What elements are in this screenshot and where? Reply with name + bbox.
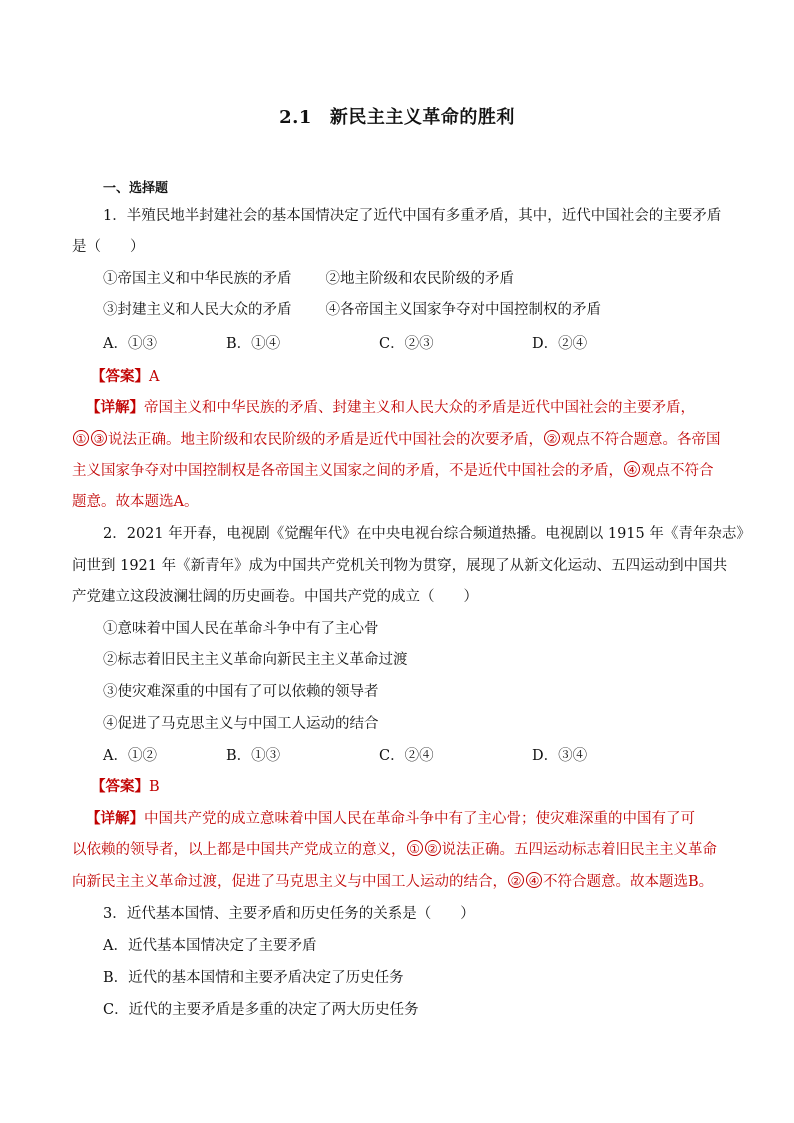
q3-stem: 3．近代基本国情、主要矛盾和历史任务的关系是（ ） bbox=[103, 906, 475, 922]
section-number: 2.1 bbox=[279, 107, 312, 128]
q2-answer-value: B bbox=[149, 779, 160, 795]
q1-detail-line-4: 题意。故本题选A。 bbox=[72, 494, 199, 510]
title-text: 新民主主义革命的胜利 bbox=[329, 107, 515, 128]
q2-detail-line-2 bbox=[72, 840, 727, 860]
q2-statement-4: ④促进了马克思主义与中国工人运动的结合 bbox=[103, 716, 379, 732]
q1-detail-line-2 bbox=[72, 430, 727, 450]
q2-stem-line-2: 问世到 1921 年《新青年》成为中国共产党机关刊物为贯穿，展现了从新文化运动、五四运动到中国共 bbox=[72, 558, 728, 574]
q1-statement-1: ①帝国主义和中华民族的矛盾 bbox=[103, 271, 292, 287]
q2-detail-line-3 bbox=[72, 872, 727, 892]
q2-detail-text-1: 中国共产党的成立意味着中国人民在革命斗争中有了主心骨；使灾难深重的中国有了可 bbox=[144, 811, 695, 827]
q1-answer-label: 【答案】 bbox=[91, 368, 149, 385]
q3-option-a[interactable]: A．近代基本国情决定了主要矛盾 bbox=[103, 938, 317, 954]
q2-detail-circle-2b: ② bbox=[508, 872, 524, 888]
q2-detail-circle-4: ④ bbox=[526, 872, 542, 888]
q2-detail-text-2b: 说法正确。五四运动标志着旧民主主义革命 bbox=[441, 842, 717, 858]
q1-statement-3: ③封建主义和人民大众的矛盾 bbox=[103, 302, 292, 318]
q1-option-c[interactable]: C．②③ bbox=[379, 336, 434, 352]
q1-detail-line-1 bbox=[86, 398, 741, 418]
q1-detail-circle-2: ② bbox=[544, 430, 560, 446]
q1-detail-line-3 bbox=[72, 461, 727, 481]
q2-detail-text-2a: 以依赖的领导者，以上都是中国共产党成立的意义， bbox=[72, 842, 406, 858]
q2-answer bbox=[91, 777, 746, 797]
q2-answer-label: 【答案】 bbox=[91, 778, 149, 795]
q1-answer-value: A bbox=[149, 369, 160, 385]
q1-stem-line-1: 1．半殖民地半封建社会的基本国情决定了近代中国有多重矛盾，其中，近代中国社会的主要矛盾 bbox=[103, 208, 722, 224]
q1-detail-text-2b: 观点不符合题意。各帝国 bbox=[561, 432, 721, 448]
section-heading: 一、选择题 bbox=[103, 181, 169, 196]
q1-detail-circle-1: ① bbox=[73, 430, 89, 446]
q1-stem-line-2: 是（ ） bbox=[72, 239, 145, 255]
q1-statements-row-1 bbox=[103, 269, 758, 289]
q2-detail-text-3b: 不符合题意。故本题选B。 bbox=[543, 874, 714, 890]
q1-detail-text-3a: 主义国家争夺对中国控制权是各帝国主义国家之间的矛盾，不是近代中国社会的矛盾， bbox=[72, 463, 623, 479]
q1-answer bbox=[91, 367, 746, 387]
q2-option-c[interactable]: C．②④ bbox=[379, 748, 434, 764]
page-title bbox=[0, 103, 794, 129]
q2-option-d[interactable]: D．③④ bbox=[532, 748, 588, 764]
q2-statement-3: ③使灾难深重的中国有了可以依赖的领导者 bbox=[103, 684, 379, 700]
q1-statements-row-2 bbox=[103, 300, 758, 320]
q2-stem-line-3: 产党建立这段波澜壮阔的历史画卷。中国共产党的成立（ ） bbox=[72, 589, 478, 605]
q2-statement-2: ②标志着旧民主主义革命向新民主主义革命过渡 bbox=[103, 652, 408, 668]
q2-options bbox=[103, 746, 758, 766]
q1-statement-2: ②地主阶级和农民阶级的矛盾 bbox=[325, 271, 514, 287]
q1-detail-circle-4: ④ bbox=[624, 461, 640, 477]
q1-detail-text-3b: 观点不符合 bbox=[641, 463, 714, 479]
q2-detail-text-3a: 向新民主主义革命过渡，促进了马克思主义与中国工人运动的结合， bbox=[72, 874, 507, 890]
q2-option-a[interactable]: A．①② bbox=[103, 748, 157, 764]
q2-stem-line-1: 2．2021 年开春，电视剧《觉醒年代》在中央电视台综合频道热播。电视剧以 1915 年《青年杂志》 bbox=[103, 526, 751, 542]
q2-detail-line-1 bbox=[86, 809, 741, 829]
q1-option-d[interactable]: D．②④ bbox=[532, 336, 588, 352]
q2-detail-label: 【详解】 bbox=[86, 810, 144, 827]
q1-option-a[interactable]: A．①③ bbox=[103, 336, 157, 352]
q1-option-b[interactable]: B．①④ bbox=[226, 336, 281, 352]
q1-statement-4: ④各帝国主义国家争夺对中国控制权的矛盾 bbox=[325, 302, 601, 318]
q2-detail-circle-2: ② bbox=[425, 840, 441, 856]
q3-option-b[interactable]: B．近代的基本国情和主要矛盾决定了历史任务 bbox=[103, 970, 404, 986]
q1-detail-text-1: 帝国主义和中华民族的矛盾、封建主义和人民大众的矛盾是近代中国社会的主要矛盾， bbox=[144, 400, 695, 416]
q2-statement-1: ①意味着中国人民在革命斗争中有了主心骨 bbox=[103, 621, 379, 637]
q1-detail-label: 【详解】 bbox=[86, 399, 144, 416]
q1-detail-text-2a: 说法正确。地主阶级和农民阶级的矛盾是近代中国社会的次要矛盾， bbox=[108, 432, 543, 448]
q2-option-b[interactable]: B．①③ bbox=[226, 748, 281, 764]
q2-detail-circle-1: ① bbox=[407, 840, 423, 856]
q1-options bbox=[103, 334, 758, 354]
q1-detail-circle-3: ③ bbox=[91, 430, 107, 446]
q3-option-c[interactable]: C．近代的主要矛盾是多重的决定了两大历史任务 bbox=[103, 1002, 419, 1018]
